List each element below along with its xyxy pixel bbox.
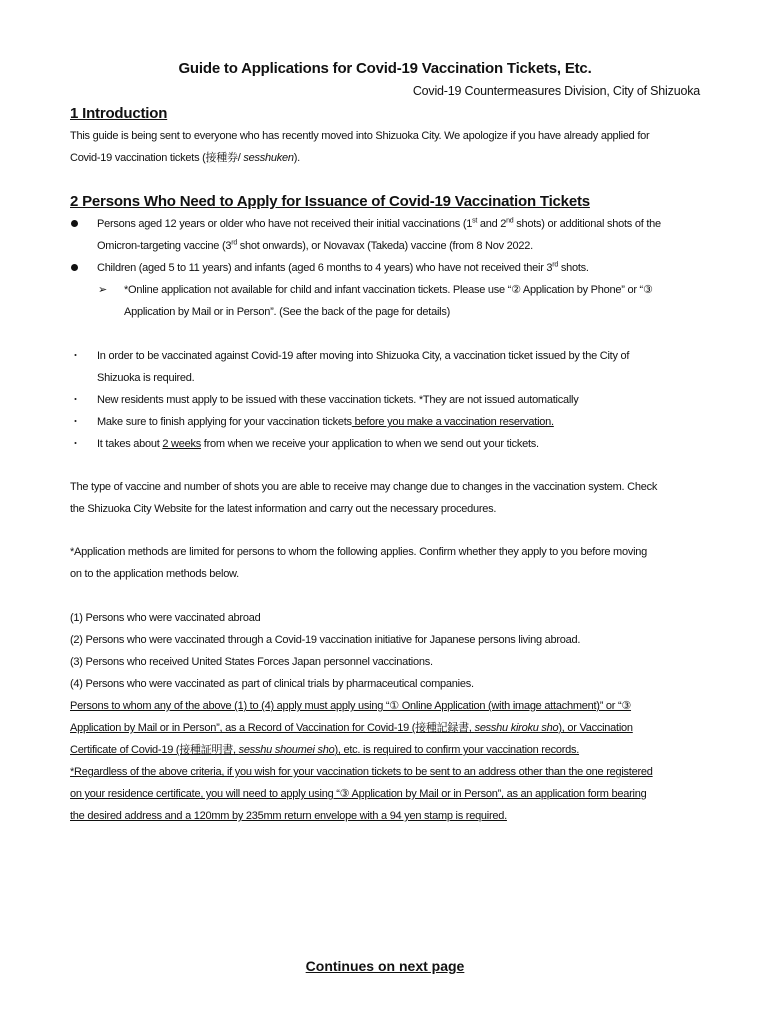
text-line: *Regardless of the above criteria, if you wish for your vaccination tickets to be sent to an address other than the one registered [70, 766, 653, 778]
middle-dot-bullet-icon: ・ [70, 438, 81, 450]
text-run: Shizuoka is required. [97, 372, 195, 384]
note-item-finish-before [70, 411, 710, 433]
text-run: Persons aged 12 years or older who have not received their initial vaccinations (1 [97, 218, 473, 230]
note-text [97, 411, 710, 433]
continues-note: Continues on next page [305, 958, 465, 974]
text-run: from when we receive your application to when we send out your tickets. [200, 438, 539, 450]
romaji-text: sesshu kiroku sho [474, 722, 559, 734]
underlined-text: 2 weeks [162, 438, 201, 450]
sup-text: rd [552, 261, 559, 269]
bullet-text [97, 257, 710, 279]
text-run: Application by Mail or in Person”. (See the back of the page for details) [124, 306, 450, 318]
sup-text: st [472, 217, 478, 225]
records-requirement-paragraph [70, 695, 720, 827]
text-run: Make sure to finish applying for your vaccination tickets [97, 416, 352, 428]
list-item: (1) Persons who were vaccinated abroad [70, 612, 261, 624]
underlined-text: before you make a vaccination reservation. [351, 416, 554, 428]
list-item: (3) Persons who received United States Forces Japan personnel vaccinations. [70, 656, 433, 668]
text-line: on to the application methods below. [70, 568, 239, 580]
text-run: Omicron-targeting vaccine (3 [97, 240, 232, 252]
text-line: The type of vaccine and number of shots you are able to receive may change due to changes in the vaccination system. Check [70, 481, 658, 493]
middle-dot-bullet-icon: ・ [70, 394, 81, 406]
text-line: *Application methods are limited for persons to whom the following applies. Confirm whether they apply to you before moving [70, 546, 648, 558]
section2-heading: 2 Persons Who Need to Apply for Issuance of Covid-19 Vaccination Tickets [70, 193, 590, 210]
intro-romaji: sesshuken [243, 152, 294, 164]
note-text: New residents must apply to be issued with these vaccination tickets. *They are not issued automatically [97, 394, 579, 406]
section1-heading: 1 Introduction [70, 105, 168, 122]
bullet-text [97, 213, 710, 257]
intro-paragraph [70, 125, 710, 169]
text-run: It takes about [97, 438, 163, 450]
sup-text: rd [231, 239, 237, 247]
middle-dot-bullet-icon: ・ [70, 350, 81, 362]
sub-text [124, 279, 710, 323]
bullet-item-children [70, 257, 710, 279]
page-title: Guide to Applications for Covid-19 Vaccination Tickets, Etc. [178, 60, 592, 77]
text-run: ), or Vaccination [558, 722, 633, 734]
text-run: shots. [558, 262, 589, 274]
text-line: Persons to whom any of the above (1) to (4) apply must apply using “① Online Application (with image attachment)” or “③ [70, 700, 632, 712]
text-run: shots) or additional shots of the [513, 218, 661, 230]
note-text [97, 345, 710, 389]
arrow-bullet-icon: ➢ [98, 284, 107, 296]
list-item: (4) Persons who were vaccinated as part of clinical trials by pharmaceutical companies. [70, 678, 474, 690]
note-item-two-weeks [70, 433, 710, 455]
text-run: Children (aged 5 to 11 years) and infants (aged 6 months to 4 years) who have not received their 3 [97, 262, 553, 274]
intro-text-end: ). [293, 152, 300, 164]
text-run: shot onwards), or Novavax (Takeda) vaccine (from 8 Nov 2022. [236, 240, 533, 252]
text-run: Certificate of Covid-19 (接種証明書, [70, 744, 239, 756]
text-run: Application by Mail or in Person”, as a Record of Vaccination for Covid-19 (接種記録書, [70, 722, 475, 734]
text-run: *Online application not available for child and infant vaccination tickets. Please use “② Application by Phone” or “③ [124, 284, 653, 296]
intro-line1: This guide is being sent to everyone who has recently moved into Shizuoka City. We apologize if you have already applied for [70, 130, 650, 142]
note-text [97, 433, 710, 455]
text-run: and 2 [477, 218, 507, 230]
division-name: Covid-19 Countermeasures Division, City of Shizuoka [412, 84, 700, 98]
romaji-text: sesshu shoumei sho [238, 744, 335, 756]
sup-text: nd [506, 217, 514, 225]
text-run: In order to be vaccinated against Covid-19 after moving into Shizuoka City, a vaccination ticket issued by the City of [97, 350, 630, 362]
criteria-list [70, 607, 710, 695]
intro-line2 [70, 147, 710, 169]
sub-item-online-note [70, 279, 710, 323]
text-line: the desired address and a 120mm by 235mm return envelope with a 94 yen stamp is required. [70, 810, 507, 822]
list-item: (2) Persons who were vaccinated through a Covid-19 vaccination initiative for Japanese persons living abroad. [70, 634, 581, 646]
vaccine-change-paragraph [70, 476, 710, 520]
middle-dot-bullet-icon: ・ [70, 416, 81, 428]
text-line: the Shizuoka City Website for the latest information and carry out the necessary procedures. [70, 503, 497, 515]
text-line [70, 739, 720, 761]
text-run: ), etc. is required to confirm your vaccination records. [334, 744, 580, 756]
bullet-item-adults [70, 213, 710, 257]
note-item-must-apply [70, 389, 710, 411]
intro-text: Covid-19 vaccination tickets (接種券/ [70, 152, 244, 164]
note-item-ticket-required [70, 345, 710, 389]
application-limits-paragraph [70, 541, 710, 585]
text-line [70, 717, 720, 739]
text-line: on your residence certificate, you will need to apply using “③ Application by Mail or in Person”, as an application form bearing [70, 788, 647, 800]
